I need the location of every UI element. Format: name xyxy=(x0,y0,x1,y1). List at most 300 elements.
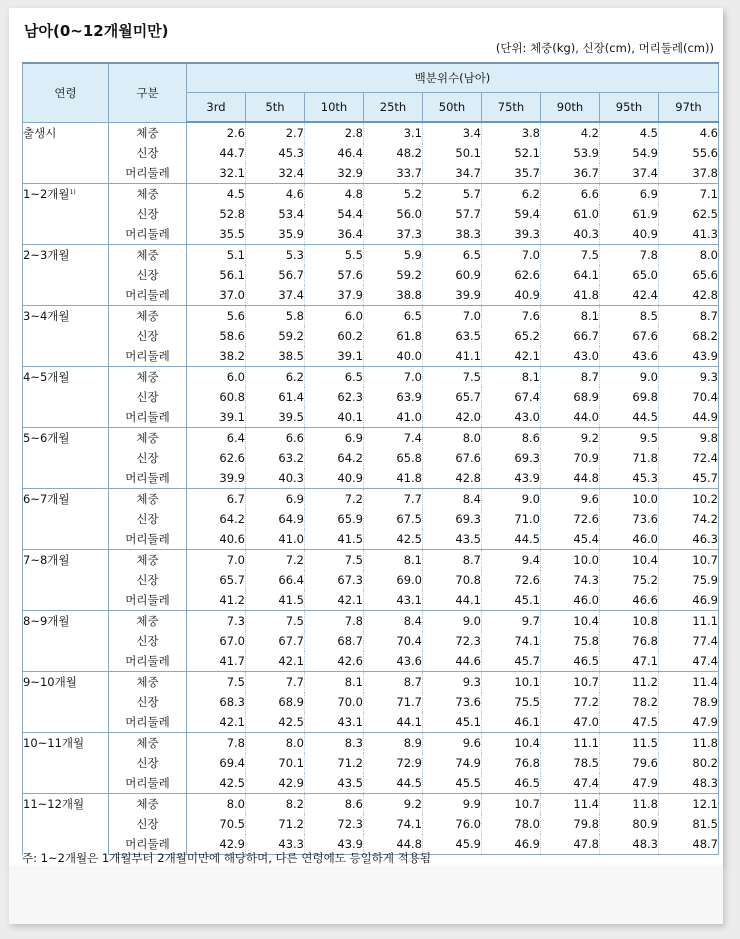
value-cell: 7.7 xyxy=(364,489,423,510)
age-cell xyxy=(23,428,109,489)
value-cell: 9.0 xyxy=(423,611,482,632)
value-cell: 47.8 xyxy=(541,834,600,855)
table-row xyxy=(23,428,719,449)
category-cell: 머리둘레 xyxy=(109,590,187,611)
value-cell: 5.7 xyxy=(423,184,482,205)
value-cell: 45.5 xyxy=(423,773,482,794)
value-cell: 52.8 xyxy=(187,204,246,224)
table-row xyxy=(23,509,719,529)
value-cell: 80.9 xyxy=(600,814,659,834)
age-label: 3~4개월 xyxy=(23,309,70,323)
value-cell: 5.5 xyxy=(305,245,364,266)
value-cell: 78.5 xyxy=(541,753,600,773)
value-cell: 63.5 xyxy=(423,326,482,346)
value-cell: 72.9 xyxy=(364,753,423,773)
value-cell: 9.5 xyxy=(600,428,659,449)
growth-percentile-table xyxy=(22,62,719,855)
value-cell: 43.5 xyxy=(305,773,364,794)
value-cell: 9.4 xyxy=(482,550,541,571)
value-cell: 7.6 xyxy=(482,306,541,327)
value-cell: 5.1 xyxy=(187,245,246,266)
age-cell xyxy=(23,550,109,611)
category-cell: 머리둘레 xyxy=(109,224,187,245)
value-cell: 8.1 xyxy=(364,550,423,571)
category-cell: 신장 xyxy=(109,265,187,285)
value-cell: 35.9 xyxy=(246,224,305,245)
value-cell: 77.2 xyxy=(541,692,600,712)
value-cell: 2.8 xyxy=(305,122,364,143)
category-cell: 머리둘레 xyxy=(109,529,187,550)
value-cell: 37.4 xyxy=(600,163,659,184)
age-label: 4~5개월 xyxy=(23,370,70,384)
value-cell: 70.5 xyxy=(187,814,246,834)
value-cell: 62.6 xyxy=(187,448,246,468)
category-cell: 신장 xyxy=(109,204,187,224)
value-cell: 10.8 xyxy=(600,611,659,632)
age-cell xyxy=(23,122,109,184)
value-cell: 38.8 xyxy=(364,285,423,306)
value-cell: 69.3 xyxy=(482,448,541,468)
category-cell: 체중 xyxy=(109,245,187,266)
value-cell: 79.8 xyxy=(541,814,600,834)
value-cell: 44.1 xyxy=(364,712,423,733)
category-cell: 신장 xyxy=(109,631,187,651)
value-cell: 46.6 xyxy=(600,590,659,611)
value-cell: 50.1 xyxy=(423,143,482,163)
value-cell: 40.6 xyxy=(187,529,246,550)
value-cell: 45.3 xyxy=(600,468,659,489)
value-cell: 40.0 xyxy=(364,346,423,367)
value-cell: 7.5 xyxy=(305,550,364,571)
value-cell: 8.2 xyxy=(246,794,305,815)
value-cell: 43.1 xyxy=(364,590,423,611)
value-cell: 67.6 xyxy=(423,448,482,468)
category-cell: 체중 xyxy=(109,672,187,693)
value-cell: 42.1 xyxy=(305,590,364,611)
value-cell: 56.1 xyxy=(187,265,246,285)
value-cell: 70.4 xyxy=(364,631,423,651)
category-cell: 머리둘레 xyxy=(109,163,187,184)
table-row xyxy=(23,285,719,306)
value-cell: 63.2 xyxy=(246,448,305,468)
value-cell: 6.0 xyxy=(305,306,364,327)
value-cell: 43.0 xyxy=(541,346,600,367)
category-cell: 체중 xyxy=(109,733,187,754)
value-cell: 42.8 xyxy=(423,468,482,489)
value-cell: 75.2 xyxy=(600,570,659,590)
value-cell: 72.6 xyxy=(482,570,541,590)
category-cell: 체중 xyxy=(109,428,187,449)
value-cell: 39.1 xyxy=(305,346,364,367)
value-cell: 7.0 xyxy=(482,245,541,266)
value-cell: 7.4 xyxy=(364,428,423,449)
unit-note: (단위: 체중(kg), 신장(cm), 머리둘레(cm)) xyxy=(495,41,714,55)
percentile-header: 5th xyxy=(246,93,305,123)
value-cell: 44.5 xyxy=(482,529,541,550)
value-cell: 42.5 xyxy=(364,529,423,550)
age-cell xyxy=(23,489,109,550)
value-cell: 59.4 xyxy=(482,204,541,224)
value-cell: 45.1 xyxy=(423,712,482,733)
value-cell: 7.8 xyxy=(600,245,659,266)
value-cell: 59.2 xyxy=(364,265,423,285)
value-cell: 54.4 xyxy=(305,204,364,224)
page-title: 남아(0~12개월미만) xyxy=(24,22,169,40)
value-cell: 76.8 xyxy=(600,631,659,651)
value-cell: 71.2 xyxy=(246,814,305,834)
table-row xyxy=(23,387,719,407)
value-cell: 56.7 xyxy=(246,265,305,285)
value-cell: 45.4 xyxy=(541,529,600,550)
value-cell: 7.2 xyxy=(305,489,364,510)
value-cell: 38.5 xyxy=(246,346,305,367)
value-cell: 6.2 xyxy=(246,367,305,388)
value-cell: 46.5 xyxy=(482,773,541,794)
category-cell: 머리둘레 xyxy=(109,712,187,733)
value-cell: 73.6 xyxy=(423,692,482,712)
value-cell: 62.5 xyxy=(659,204,719,224)
value-cell: 11.5 xyxy=(600,733,659,754)
value-cell: 7.5 xyxy=(187,672,246,693)
value-cell: 10.7 xyxy=(541,672,600,693)
value-cell: 42.1 xyxy=(187,712,246,733)
percentile-header: 50th xyxy=(423,93,482,123)
category-cell: 신장 xyxy=(109,570,187,590)
value-cell: 41.8 xyxy=(364,468,423,489)
value-cell: 5.8 xyxy=(246,306,305,327)
value-cell: 48.2 xyxy=(364,143,423,163)
value-cell: 9.3 xyxy=(423,672,482,693)
category-cell: 신장 xyxy=(109,387,187,407)
value-cell: 47.4 xyxy=(659,651,719,672)
value-cell: 43.3 xyxy=(246,834,305,855)
category-cell: 체중 xyxy=(109,367,187,388)
value-cell: 9.9 xyxy=(423,794,482,815)
category-cell: 머리둘레 xyxy=(109,285,187,306)
value-cell: 9.2 xyxy=(541,428,600,449)
footnote: 주: 1~2개월은 1개월부터 2개월미만에 해당하며, 다른 연령에도 등일하게 적용됨 xyxy=(22,851,431,865)
value-cell: 42.5 xyxy=(246,712,305,733)
percentile-header: 10th xyxy=(305,93,364,123)
value-cell: 40.1 xyxy=(305,407,364,428)
value-cell: 39.1 xyxy=(187,407,246,428)
value-cell: 44.6 xyxy=(423,651,482,672)
category-cell: 머리둘레 xyxy=(109,346,187,367)
value-cell: 7.8 xyxy=(305,611,364,632)
table-row xyxy=(23,733,719,754)
value-cell: 47.0 xyxy=(541,712,600,733)
value-cell: 40.3 xyxy=(246,468,305,489)
value-cell: 61.9 xyxy=(600,204,659,224)
value-cell: 67.4 xyxy=(482,387,541,407)
value-cell: 70.9 xyxy=(541,448,600,468)
table-row xyxy=(23,407,719,428)
value-cell: 8.4 xyxy=(364,611,423,632)
percentile-header: 97th xyxy=(659,93,719,123)
table-row xyxy=(23,651,719,672)
value-cell: 38.3 xyxy=(423,224,482,245)
value-cell: 9.6 xyxy=(541,489,600,510)
category-cell: 머리둘레 xyxy=(109,834,187,855)
value-cell: 53.9 xyxy=(541,143,600,163)
value-cell: 39.3 xyxy=(482,224,541,245)
table-row xyxy=(23,550,719,571)
value-cell: 9.0 xyxy=(600,367,659,388)
value-cell: 44.8 xyxy=(541,468,600,489)
percentile-group-header: 백분위수(남아) xyxy=(187,63,719,93)
value-cell: 43.5 xyxy=(423,529,482,550)
category-cell: 체중 xyxy=(109,122,187,143)
value-cell: 65.8 xyxy=(364,448,423,468)
table-row xyxy=(23,590,719,611)
value-cell: 74.1 xyxy=(482,631,541,651)
value-cell: 39.9 xyxy=(423,285,482,306)
value-cell: 70.1 xyxy=(246,753,305,773)
value-cell: 74.9 xyxy=(423,753,482,773)
age-column-header: 연령 xyxy=(23,63,109,122)
age-cell xyxy=(23,794,109,855)
value-cell: 67.0 xyxy=(187,631,246,651)
value-cell: 40.9 xyxy=(305,468,364,489)
value-cell: 6.5 xyxy=(305,367,364,388)
table-row xyxy=(23,672,719,693)
value-cell: 46.5 xyxy=(541,651,600,672)
value-cell: 46.0 xyxy=(541,590,600,611)
value-cell: 72.6 xyxy=(541,509,600,529)
value-cell: 67.6 xyxy=(600,326,659,346)
category-cell: 신장 xyxy=(109,448,187,468)
value-cell: 8.6 xyxy=(305,794,364,815)
value-cell: 10.4 xyxy=(600,550,659,571)
value-cell: 7.3 xyxy=(187,611,246,632)
value-cell: 62.3 xyxy=(305,387,364,407)
value-cell: 42.4 xyxy=(600,285,659,306)
value-cell: 5.2 xyxy=(364,184,423,205)
value-cell: 5.3 xyxy=(246,245,305,266)
value-cell: 55.6 xyxy=(659,143,719,163)
value-cell: 8.7 xyxy=(541,367,600,388)
value-cell: 7.0 xyxy=(364,367,423,388)
value-cell: 5.6 xyxy=(187,306,246,327)
value-cell: 68.9 xyxy=(246,692,305,712)
value-cell: 61.8 xyxy=(364,326,423,346)
value-cell: 65.2 xyxy=(482,326,541,346)
value-cell: 46.9 xyxy=(659,590,719,611)
table-row xyxy=(23,753,719,773)
value-cell: 41.2 xyxy=(187,590,246,611)
value-cell: 68.9 xyxy=(541,387,600,407)
value-cell: 10.0 xyxy=(541,550,600,571)
value-cell: 37.8 xyxy=(659,163,719,184)
value-cell: 59.2 xyxy=(246,326,305,346)
value-cell: 75.8 xyxy=(541,631,600,651)
value-cell: 6.9 xyxy=(305,428,364,449)
value-cell: 32.1 xyxy=(187,163,246,184)
value-cell: 75.5 xyxy=(482,692,541,712)
value-cell: 72.4 xyxy=(659,448,719,468)
value-cell: 9.7 xyxy=(482,611,541,632)
value-cell: 48.3 xyxy=(659,773,719,794)
category-cell: 머리둘레 xyxy=(109,468,187,489)
value-cell: 40.3 xyxy=(541,224,600,245)
value-cell: 42.5 xyxy=(187,773,246,794)
table-row xyxy=(23,184,719,205)
footnote-marker: 1) xyxy=(69,189,76,196)
table-row xyxy=(23,611,719,632)
category-cell: 머리둘레 xyxy=(109,651,187,672)
value-cell: 63.9 xyxy=(364,387,423,407)
table-row xyxy=(23,245,719,266)
category-cell: 체중 xyxy=(109,489,187,510)
percentile-header: 3rd xyxy=(187,93,246,123)
value-cell: 57.6 xyxy=(305,265,364,285)
value-cell: 39.5 xyxy=(246,407,305,428)
age-cell xyxy=(23,672,109,733)
value-cell: 42.9 xyxy=(246,773,305,794)
value-cell: 10.7 xyxy=(482,794,541,815)
table-row xyxy=(23,814,719,834)
category-cell: 체중 xyxy=(109,550,187,571)
value-cell: 69.3 xyxy=(423,509,482,529)
value-cell: 62.6 xyxy=(482,265,541,285)
percentile-header: 90th xyxy=(541,93,600,123)
value-cell: 8.7 xyxy=(659,306,719,327)
table-row xyxy=(23,143,719,163)
value-cell: 10.0 xyxy=(600,489,659,510)
value-cell: 4.2 xyxy=(541,122,600,143)
value-cell: 8.7 xyxy=(423,550,482,571)
value-cell: 40.9 xyxy=(482,285,541,306)
table-row xyxy=(23,448,719,468)
age-label: 2~3개월 xyxy=(23,248,70,262)
value-cell: 76.0 xyxy=(423,814,482,834)
age-cell xyxy=(23,184,109,245)
table-row xyxy=(23,163,719,184)
value-cell: 43.1 xyxy=(305,712,364,733)
table-row xyxy=(23,631,719,651)
value-cell: 56.0 xyxy=(364,204,423,224)
value-cell: 47.4 xyxy=(541,773,600,794)
value-cell: 8.5 xyxy=(600,306,659,327)
value-cell: 5.9 xyxy=(364,245,423,266)
value-cell: 60.2 xyxy=(305,326,364,346)
value-cell: 74.2 xyxy=(659,509,719,529)
value-cell: 39.9 xyxy=(187,468,246,489)
value-cell: 71.0 xyxy=(482,509,541,529)
table-row xyxy=(23,570,719,590)
age-cell xyxy=(23,733,109,794)
value-cell: 7.1 xyxy=(659,184,719,205)
value-cell: 78.9 xyxy=(659,692,719,712)
value-cell: 41.5 xyxy=(305,529,364,550)
value-cell: 48.3 xyxy=(600,834,659,855)
value-cell: 66.7 xyxy=(541,326,600,346)
age-cell xyxy=(23,245,109,306)
value-cell: 44.5 xyxy=(600,407,659,428)
value-cell: 37.4 xyxy=(246,285,305,306)
table-row xyxy=(23,122,719,143)
value-cell: 44.9 xyxy=(659,407,719,428)
age-cell xyxy=(23,306,109,367)
value-cell: 9.8 xyxy=(659,428,719,449)
value-cell: 4.5 xyxy=(187,184,246,205)
value-cell: 42.6 xyxy=(305,651,364,672)
value-cell: 11.1 xyxy=(541,733,600,754)
value-cell: 9.0 xyxy=(482,489,541,510)
value-cell: 42.0 xyxy=(423,407,482,428)
value-cell: 44.7 xyxy=(187,143,246,163)
value-cell: 70.0 xyxy=(305,692,364,712)
value-cell: 10.1 xyxy=(482,672,541,693)
value-cell: 11.2 xyxy=(600,672,659,693)
value-cell: 69.0 xyxy=(364,570,423,590)
value-cell: 6.9 xyxy=(246,489,305,510)
age-label: 6~7개월 xyxy=(23,492,70,506)
value-cell: 6.9 xyxy=(600,184,659,205)
value-cell: 9.2 xyxy=(364,794,423,815)
value-cell: 11.1 xyxy=(659,611,719,632)
value-cell: 41.1 xyxy=(423,346,482,367)
value-cell: 8.0 xyxy=(659,245,719,266)
value-cell: 81.5 xyxy=(659,814,719,834)
value-cell: 8.1 xyxy=(482,367,541,388)
value-cell: 80.2 xyxy=(659,753,719,773)
value-cell: 34.7 xyxy=(423,163,482,184)
value-cell: 68.2 xyxy=(659,326,719,346)
value-cell: 65.7 xyxy=(187,570,246,590)
category-cell: 신장 xyxy=(109,509,187,529)
value-cell: 6.4 xyxy=(187,428,246,449)
value-cell: 32.9 xyxy=(305,163,364,184)
value-cell: 6.2 xyxy=(482,184,541,205)
category-column-header: 구분 xyxy=(109,63,187,122)
value-cell: 41.7 xyxy=(187,651,246,672)
value-cell: 8.9 xyxy=(364,733,423,754)
value-cell: 42.8 xyxy=(659,285,719,306)
value-cell: 8.3 xyxy=(305,733,364,754)
value-cell: 76.8 xyxy=(482,753,541,773)
value-cell: 47.1 xyxy=(600,651,659,672)
value-cell: 64.2 xyxy=(187,509,246,529)
value-cell: 74.3 xyxy=(541,570,600,590)
table-body xyxy=(23,122,719,855)
value-cell: 11.8 xyxy=(600,794,659,815)
age-label: 10~11개월 xyxy=(23,736,85,750)
value-cell: 45.1 xyxy=(482,590,541,611)
value-cell: 79.6 xyxy=(600,753,659,773)
value-cell: 7.7 xyxy=(246,672,305,693)
percentile-header: 75th xyxy=(482,93,541,123)
value-cell: 74.1 xyxy=(364,814,423,834)
percentile-header: 95th xyxy=(600,93,659,123)
value-cell: 41.0 xyxy=(246,529,305,550)
value-cell: 71.7 xyxy=(364,692,423,712)
value-cell: 46.1 xyxy=(482,712,541,733)
value-cell: 6.0 xyxy=(187,367,246,388)
value-cell: 32.4 xyxy=(246,163,305,184)
value-cell: 78.0 xyxy=(482,814,541,834)
table-row xyxy=(23,346,719,367)
value-cell: 7.5 xyxy=(423,367,482,388)
table-row xyxy=(23,306,719,327)
value-cell: 60.9 xyxy=(423,265,482,285)
table-row xyxy=(23,692,719,712)
age-label: 9~10개월 xyxy=(23,675,77,689)
age-label: 7~8개월 xyxy=(23,553,70,567)
value-cell: 58.6 xyxy=(187,326,246,346)
page-bottom-margin xyxy=(9,866,723,924)
value-cell: 68.7 xyxy=(305,631,364,651)
